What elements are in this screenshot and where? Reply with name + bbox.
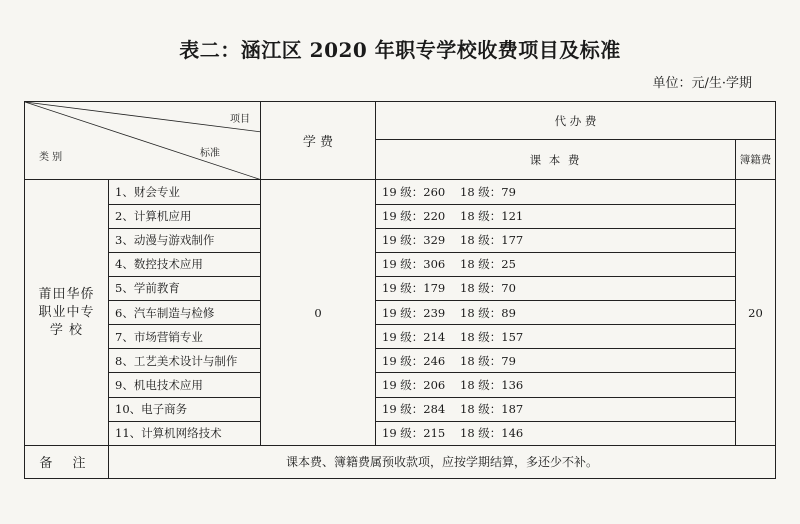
textbook-fee-cell (376, 325, 736, 349)
textbook-fee-cell (376, 421, 736, 445)
major-name: 1、财会专业 (109, 180, 261, 204)
textbook-fee-cell (376, 397, 736, 421)
major-name: 11、计算机网络技术 (109, 421, 261, 445)
note-label: 备 注 (25, 445, 109, 478)
grade19-fee: 19 级：260 (382, 184, 446, 199)
grade18-fee: 18 级：177 (460, 233, 524, 248)
table-row (25, 373, 776, 397)
major-name: 8、工艺美术设计与制作 (109, 349, 261, 373)
textbook-fee-cell (376, 252, 736, 276)
diagonal-header (25, 102, 261, 180)
textbook-fee-header: 课 本 费 (376, 140, 736, 180)
grade19-fee: 19 级：206 (382, 377, 446, 392)
textbook-fee-cell (376, 228, 736, 252)
textbook-fee-cell (376, 301, 736, 325)
major-name: 5、学前教育 (109, 276, 261, 300)
major-name: 9、机电技术应用 (109, 373, 261, 397)
grade18-fee: 18 级：25 (460, 257, 516, 272)
table-row (25, 276, 776, 300)
item-header-label: 项目 (230, 114, 250, 125)
major-name: 6、汽车制造与检修 (109, 301, 261, 325)
grade19-fee: 19 级：239 (382, 305, 446, 320)
table-row (25, 325, 776, 349)
grade19-fee: 19 级：214 (382, 329, 446, 344)
table-row (25, 252, 776, 276)
table-row (25, 421, 776, 445)
grade18-fee: 18 级：79 (460, 184, 516, 199)
textbook-fee-cell (376, 204, 736, 228)
textbook-fee-cell (376, 373, 736, 397)
table-row (25, 180, 776, 204)
table-row (25, 397, 776, 421)
table-row (25, 204, 776, 228)
register-fee-header: 簿籍费 (736, 140, 776, 180)
grade18-fee: 18 级：79 (460, 353, 516, 368)
major-name: 10、电子商务 (109, 397, 261, 421)
grade18-fee: 18 级：146 (460, 426, 524, 441)
grade19-fee: 19 级：246 (382, 353, 446, 368)
grade19-fee: 19 级：215 (382, 426, 446, 441)
grade18-fee: 18 级：89 (460, 305, 516, 320)
grade18-fee: 18 级：121 (460, 209, 524, 224)
agency-fee-header: 代 办 费 (376, 102, 776, 140)
tuition-header: 学 费 (261, 102, 376, 180)
grade19-fee: 19 级：306 (382, 257, 446, 272)
diagonal-lines (25, 102, 260, 179)
grade18-fee: 18 级：136 (460, 377, 524, 392)
register-fee-value: 20 (736, 180, 776, 445)
major-name: 2、计算机应用 (109, 204, 261, 228)
major-name: 3、动漫与游戏制作 (109, 228, 261, 252)
major-name: 7、市场营销专业 (109, 325, 261, 349)
school-name (25, 180, 109, 445)
table-row (25, 228, 776, 252)
fee-table (24, 101, 776, 479)
grade18-fee: 18 级：70 (460, 281, 516, 296)
school-name-line: 学 校 (49, 322, 84, 338)
school-name-line: 职业中专 (38, 304, 95, 320)
page-title: 表二：涵江区 2020 年职专学校收费项目及标准 (179, 38, 621, 62)
category-header-label: 类 别 (39, 152, 63, 163)
major-name: 4、数控技术应用 (109, 252, 261, 276)
grade19-fee: 19 级：284 (382, 402, 446, 417)
grade19-fee: 19 级：329 (382, 233, 446, 248)
tuition-value: 0 (261, 180, 376, 445)
textbook-fee-cell (376, 349, 736, 373)
grade19-fee: 19 级：220 (382, 209, 446, 224)
grade18-fee: 18 级：187 (460, 402, 524, 417)
table-row (25, 301, 776, 325)
grade18-fee: 18 级：157 (460, 329, 524, 344)
unit-label: 单位：元/生·学期 (652, 76, 752, 91)
school-name-line: 莆田华侨 (38, 286, 95, 302)
grade19-fee: 19 级：179 (382, 281, 446, 296)
textbook-fee-cell (376, 180, 736, 204)
textbook-fee-cell (376, 276, 736, 300)
note-text: 课本费、簿籍费属预收款项，应按学期结算，多还少不补。 (109, 445, 776, 478)
table-row (25, 349, 776, 373)
standard-header-label: 标准 (200, 148, 220, 159)
